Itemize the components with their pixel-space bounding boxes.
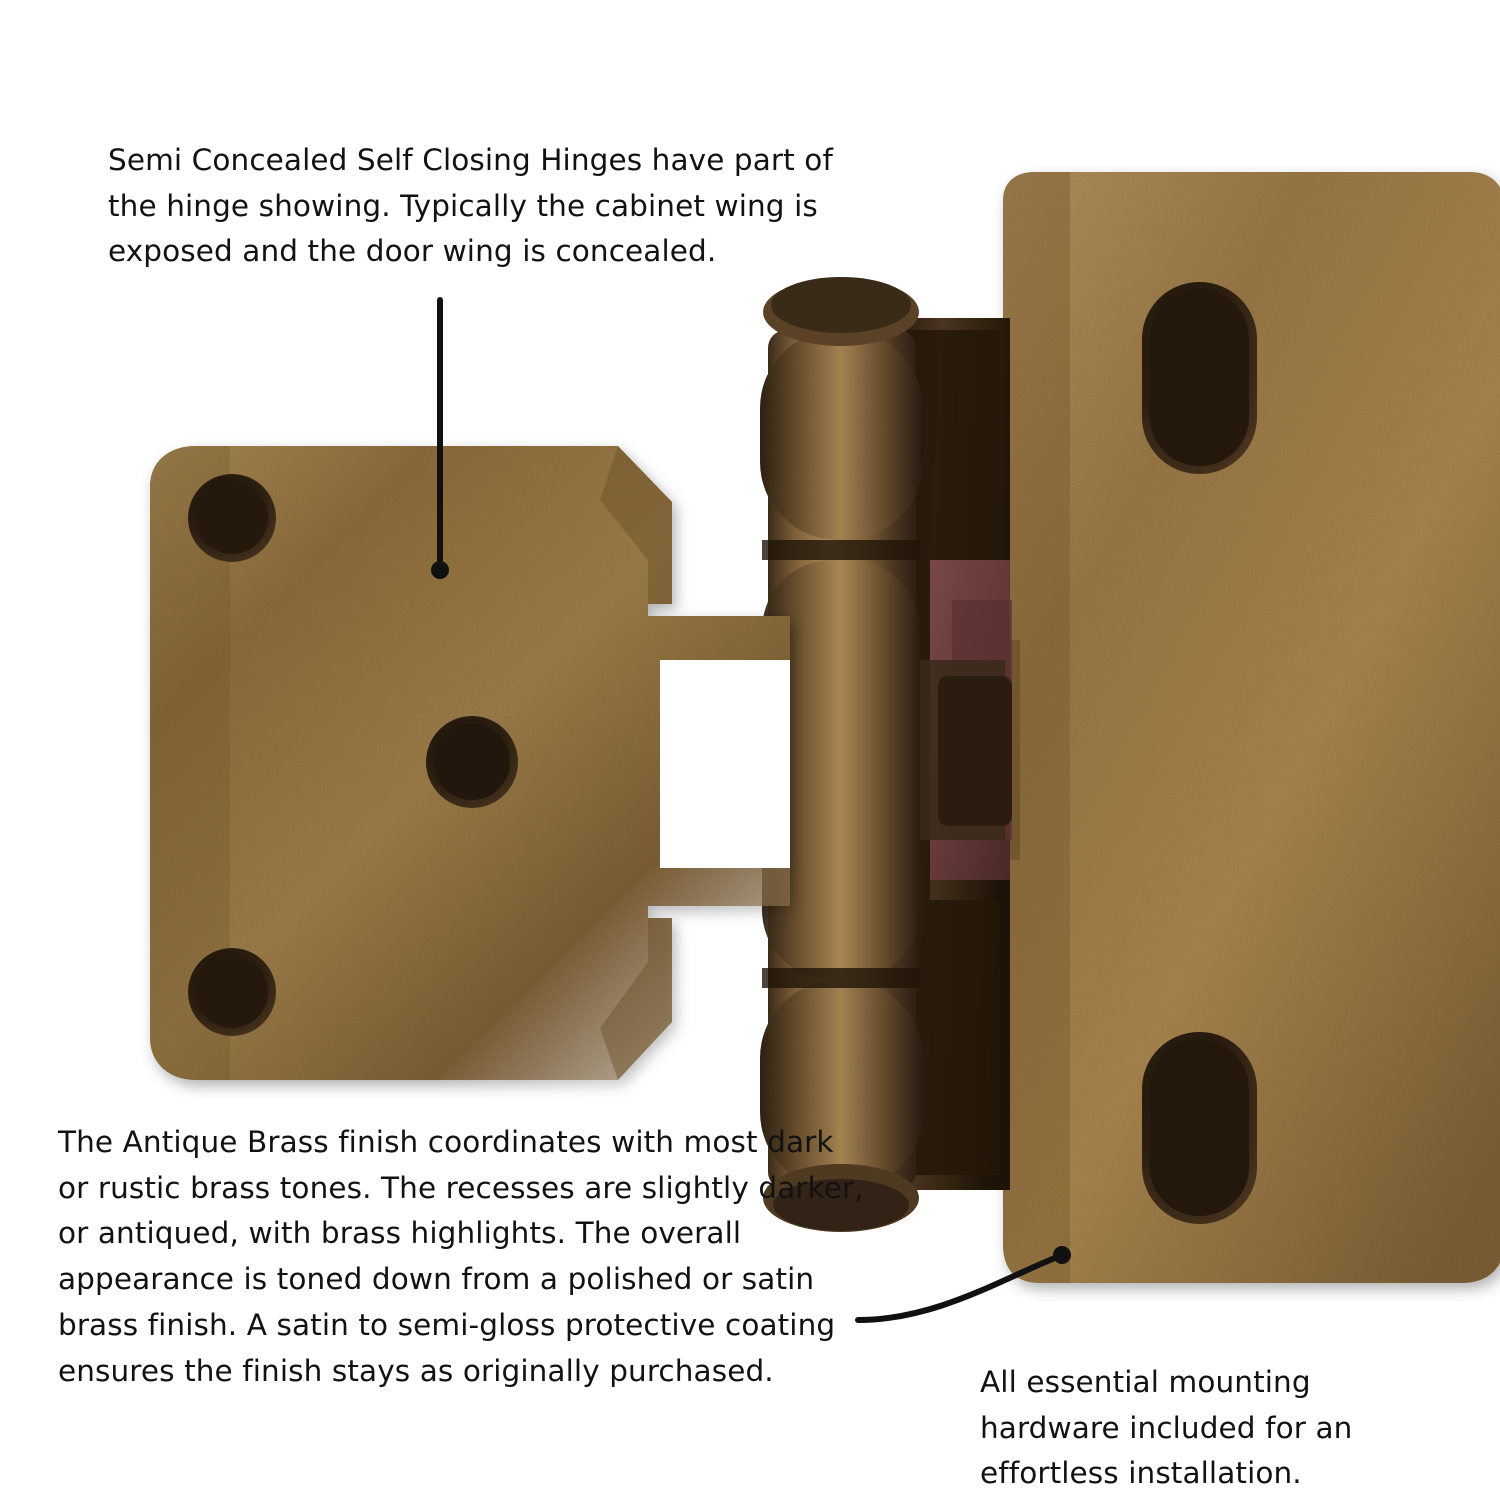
callout-top-text: Semi Concealed Self Closing Hinges have part of the hinge showing. Typically the cabinet wing is exposed and the door wing is concealed.	[108, 143, 833, 269]
callout-bottom-left-text: The Antique Brass finish coordinates with most dark or rustic brass tones. The recesses are slightly darker, or antiqued, with brass highlights. The overall appearance is toned down from a polished or satin brass finish. A satin to semi-gloss protective coating ensures the finish stays as originally purchased.	[58, 1125, 864, 1388]
callout-bottom-right-text: All essential mounting hardware included for an effortless installation.	[980, 1365, 1353, 1491]
